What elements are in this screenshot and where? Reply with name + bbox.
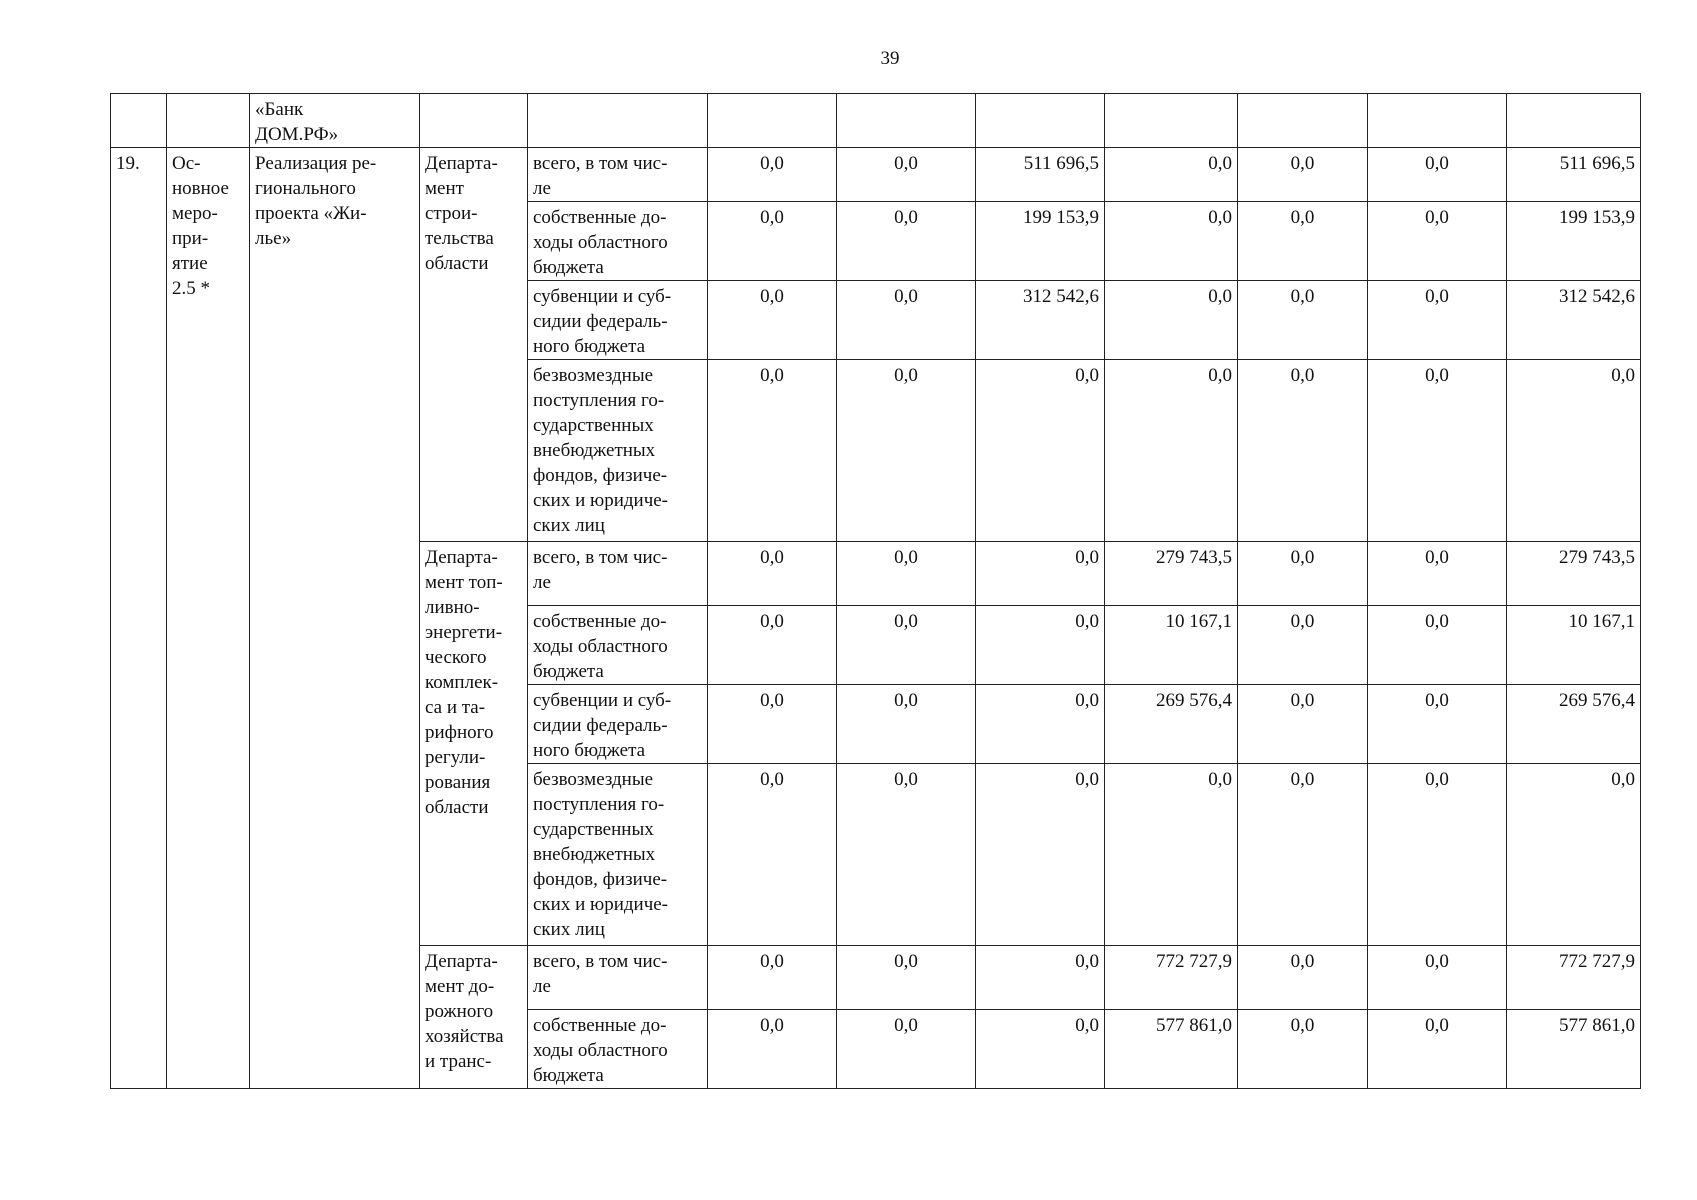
value-cell: 0,0 bbox=[708, 360, 837, 542]
table-cell bbox=[976, 94, 1105, 148]
value-cell: 0,0 bbox=[1105, 202, 1238, 281]
value-cell: 0,0 bbox=[976, 1010, 1105, 1089]
table-cell bbox=[837, 94, 976, 148]
value-cell: 0,0 bbox=[708, 685, 837, 764]
value-cell: 0,0 bbox=[708, 946, 837, 1010]
value-cell: 269 576,4 bbox=[1507, 685, 1641, 764]
value-cell: 0,0 bbox=[1507, 360, 1641, 542]
value-cell: 0,0 bbox=[1238, 148, 1368, 202]
row-name: Реализация ре- гионального проекта «Жи- лье» bbox=[250, 148, 420, 1089]
value-cell: 0,0 bbox=[976, 946, 1105, 1010]
table-cell bbox=[167, 94, 250, 148]
table-cell bbox=[420, 94, 528, 148]
value-cell: 0,0 bbox=[1238, 281, 1368, 360]
value-cell: 0,0 bbox=[837, 606, 976, 685]
value-cell: 0,0 bbox=[1105, 360, 1238, 542]
value-cell: 0,0 bbox=[837, 764, 976, 946]
value-cell: 0,0 bbox=[1368, 281, 1507, 360]
value-cell: 0,0 bbox=[976, 360, 1105, 542]
value-cell: 0,0 bbox=[708, 764, 837, 946]
table-row bbox=[111, 148, 1641, 202]
value-cell: 0,0 bbox=[837, 202, 976, 281]
table-cell bbox=[1238, 94, 1368, 148]
value-cell: 0,0 bbox=[708, 148, 837, 202]
table-cell bbox=[1507, 94, 1641, 148]
value-cell: 0,0 bbox=[1238, 946, 1368, 1010]
page-number: 39 bbox=[880, 48, 900, 69]
value-cell: 0,0 bbox=[837, 360, 976, 542]
table-cell bbox=[1368, 94, 1507, 148]
value-cell: 0,0 bbox=[837, 281, 976, 360]
funding-source: собственные до- ходы областного бюджета bbox=[528, 202, 708, 281]
executor-name: Департа- мент до- рожного хозяйства и транс- bbox=[420, 946, 528, 1089]
value-cell: 0,0 bbox=[1368, 1010, 1507, 1089]
funding-source: всего, в том чис- ле bbox=[528, 946, 708, 1010]
value-cell: 0,0 bbox=[1368, 946, 1507, 1010]
table-cell bbox=[708, 94, 837, 148]
value-cell: 0,0 bbox=[976, 542, 1105, 606]
value-cell: 0,0 bbox=[1105, 281, 1238, 360]
value-cell: 0,0 bbox=[837, 148, 976, 202]
value-cell: 0,0 bbox=[1368, 202, 1507, 281]
value-cell: 279 743,5 bbox=[1507, 542, 1641, 606]
table-row bbox=[111, 94, 1641, 148]
value-cell: 0,0 bbox=[1238, 360, 1368, 542]
value-cell: 0,0 bbox=[1238, 202, 1368, 281]
value-cell: 10 167,1 bbox=[1507, 606, 1641, 685]
table-cell bbox=[111, 94, 167, 148]
value-cell: 0,0 bbox=[1368, 685, 1507, 764]
value-cell: 577 861,0 bbox=[1105, 1010, 1238, 1089]
value-cell: 0,0 bbox=[1238, 764, 1368, 946]
value-cell: 279 743,5 bbox=[1105, 542, 1238, 606]
funding-source: субвенции и суб- сидии федераль- ного бюджета bbox=[528, 281, 708, 360]
value-cell: 0,0 bbox=[1368, 148, 1507, 202]
executor-name: Департа- мент топ- ливно- энергети- ческого комплек- са и та- рифного регули- рования области bbox=[420, 542, 528, 946]
value-cell: 0,0 bbox=[1507, 764, 1641, 946]
value-cell: 312 542,6 bbox=[1507, 281, 1641, 360]
funding-source: всего, в том чис- ле bbox=[528, 542, 708, 606]
value-cell: 0,0 bbox=[1238, 606, 1368, 685]
value-cell: 0,0 bbox=[708, 281, 837, 360]
value-cell: 0,0 bbox=[837, 685, 976, 764]
table-cell: «Банк ДОМ.РФ» bbox=[250, 94, 420, 148]
value-cell: 0,0 bbox=[1238, 542, 1368, 606]
value-cell: 312 542,6 bbox=[976, 281, 1105, 360]
funding-source: всего, в том чис- ле bbox=[528, 148, 708, 202]
value-cell: 577 861,0 bbox=[1507, 1010, 1641, 1089]
value-cell: 10 167,1 bbox=[1105, 606, 1238, 685]
value-cell: 0,0 bbox=[708, 606, 837, 685]
table-cell bbox=[528, 94, 708, 148]
value-cell: 0,0 bbox=[976, 685, 1105, 764]
value-cell: 199 153,9 bbox=[976, 202, 1105, 281]
row-type: Ос- новное меро- при- ятие 2.5 * bbox=[167, 148, 250, 1089]
row-number: 19. bbox=[111, 148, 167, 1089]
budget-table bbox=[110, 93, 1641, 1089]
table-cell bbox=[1105, 94, 1238, 148]
value-cell: 0,0 bbox=[708, 542, 837, 606]
value-cell: 0,0 bbox=[837, 946, 976, 1010]
funding-source: собственные до- ходы областного бюджета bbox=[528, 1010, 708, 1089]
value-cell: 0,0 bbox=[837, 542, 976, 606]
value-cell: 0,0 bbox=[837, 1010, 976, 1089]
value-cell: 0,0 bbox=[976, 606, 1105, 685]
value-cell: 772 727,9 bbox=[1105, 946, 1238, 1010]
value-cell: 0,0 bbox=[1105, 148, 1238, 202]
value-cell: 0,0 bbox=[1105, 764, 1238, 946]
value-cell: 0,0 bbox=[1368, 764, 1507, 946]
funding-source: безвозмездные поступления го- сударственных внебюджетных фондов, физиче- ских и юридиче- ских лиц bbox=[528, 764, 708, 946]
value-cell: 0,0 bbox=[1368, 542, 1507, 606]
value-cell: 199 153,9 bbox=[1507, 202, 1641, 281]
value-cell: 772 727,9 bbox=[1507, 946, 1641, 1010]
value-cell: 511 696,5 bbox=[976, 148, 1105, 202]
funding-source: безвозмездные поступления го- сударственных внебюджетных фондов, физиче- ских и юридиче- ских лиц bbox=[528, 360, 708, 542]
value-cell: 511 696,5 bbox=[1507, 148, 1641, 202]
value-cell: 0,0 bbox=[708, 1010, 837, 1089]
executor-name: Департа- мент строи- тельства области bbox=[420, 148, 528, 542]
value-cell: 0,0 bbox=[1238, 685, 1368, 764]
value-cell: 0,0 bbox=[1368, 606, 1507, 685]
value-cell: 0,0 bbox=[1368, 360, 1507, 542]
value-cell: 0,0 bbox=[976, 764, 1105, 946]
value-cell: 0,0 bbox=[1238, 1010, 1368, 1089]
value-cell: 0,0 bbox=[708, 202, 837, 281]
funding-source: собственные до- ходы областного бюджета bbox=[528, 606, 708, 685]
funding-source: субвенции и суб- сидии федераль- ного бюджета bbox=[528, 685, 708, 764]
value-cell: 269 576,4 bbox=[1105, 685, 1238, 764]
